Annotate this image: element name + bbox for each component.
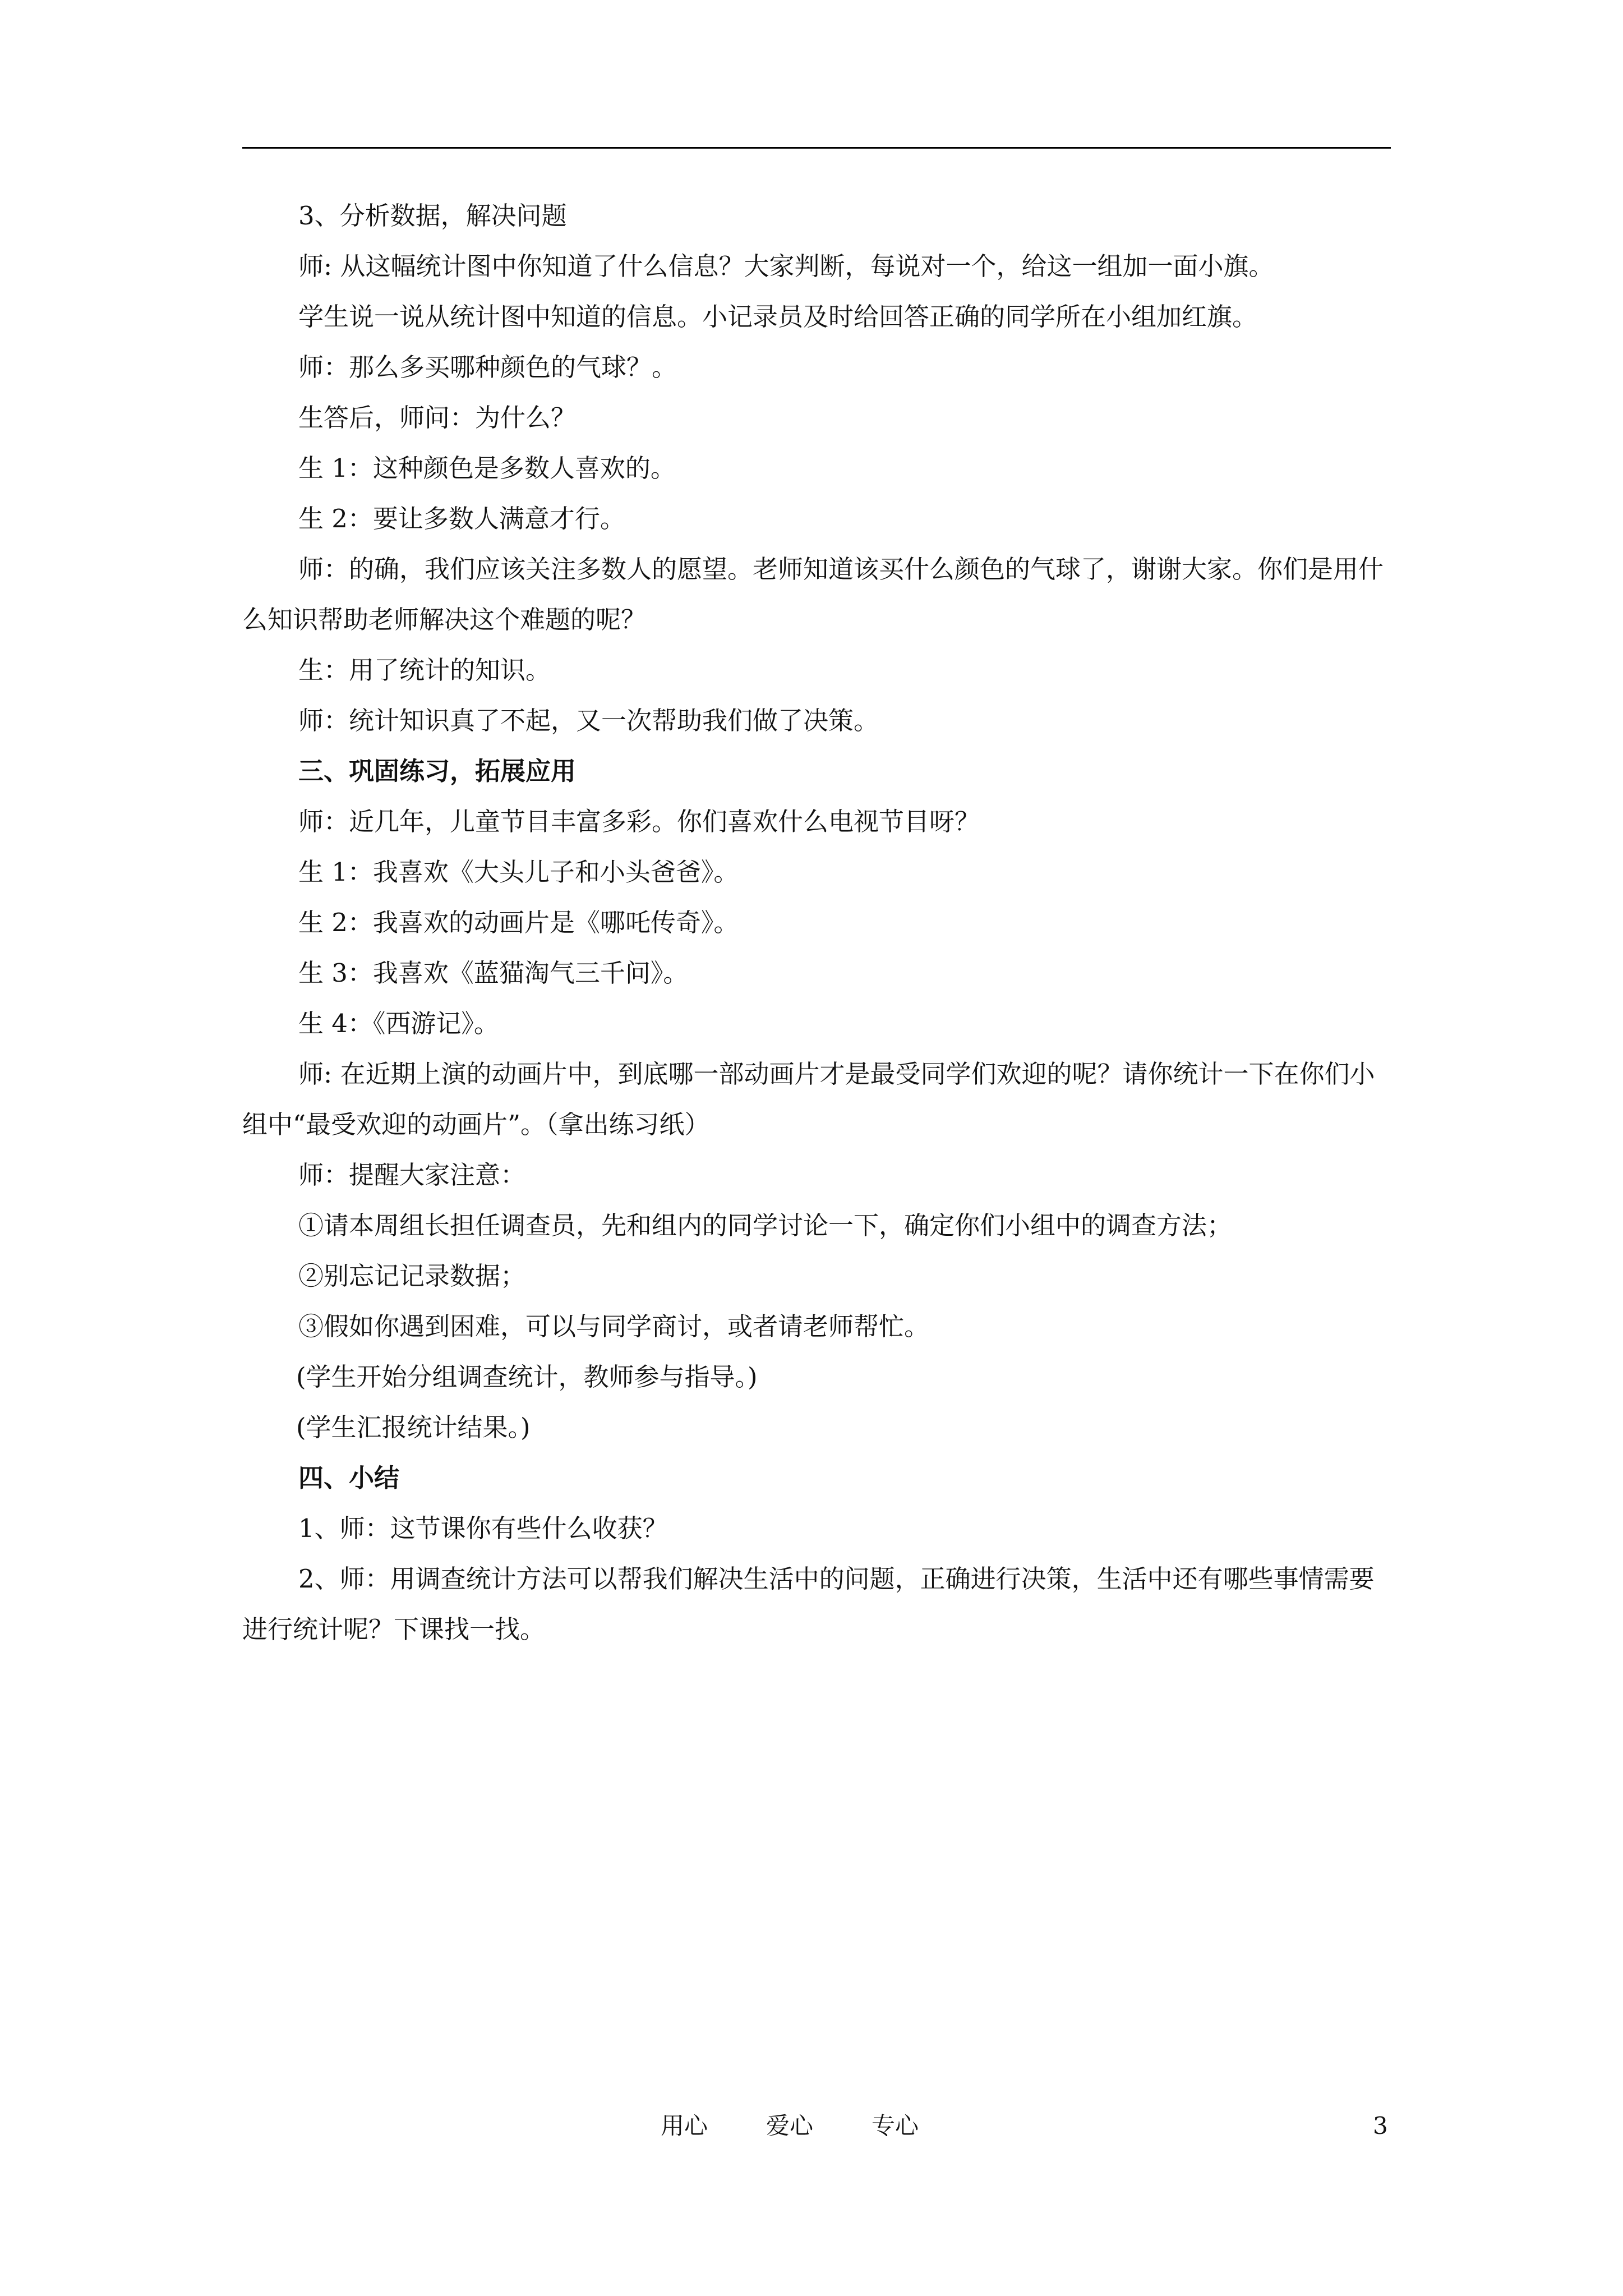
footer-motto-word: 专心 <box>872 2112 919 2139</box>
paragraph: 师：近几年，儿童节目丰富多彩。你们喜欢什么电视节目呀？ <box>298 807 980 836</box>
page-footer <box>0 2109 1623 2143</box>
document-body <box>242 191 1391 1655</box>
stage-note: (学生汇报统计结果。) <box>296 1412 531 1442</box>
paragraph: 师：那么多买哪种颜色的气球？。 <box>298 352 677 382</box>
list-item: ①请本周组长担任调查员，先和组内的同学讨论一下，确定你们小组中的调查方法； <box>298 1211 1233 1240</box>
paragraph: 学生说一说从统计图中知道的信息。小记录员及时给回答正确的同学所在小组加红旗。 <box>298 302 1258 332</box>
section-heading: 三、巩固练习，拓展应用 <box>298 756 577 786</box>
page-number: 3 <box>1373 2112 1388 2139</box>
paragraph: 生答后，师问：为什么？ <box>298 403 577 432</box>
paragraph: 3、分析数据，解决问题 <box>298 201 567 231</box>
paragraph: 师：统计知识真了不起，又一次帮助我们做了决策。 <box>298 706 879 735</box>
footer-motto <box>661 2109 919 2143</box>
paragraph: 生 3：我喜欢《蓝猫淘气三千问》。 <box>298 958 689 988</box>
paragraph: 1、师：这节课你有些什么收获？ <box>298 1513 668 1543</box>
paragraph: 生：用了统计的知识。 <box>298 655 551 685</box>
paragraph: 生 2：我喜欢的动画片是《哪吒传奇》。 <box>298 908 739 937</box>
paragraph: 师: 从这幅统计图中你知道了什么信息？大家判断，每说对一个，给这一组加一面小旗。 <box>298 251 1274 281</box>
paragraph: 师: 在近期上演的动画片中，到底哪一部动画片才是最受同学们欢迎的呢？请你统计一下在你们小组中“最受欢迎的动画片”。（拿出练习纸） <box>242 1059 1375 1139</box>
list-item: ②别忘记记录数据； <box>298 1261 526 1291</box>
header-rule <box>242 147 1391 149</box>
paragraph: 生 4：《西游记》。 <box>298 1009 499 1038</box>
section-heading: 四、小结 <box>298 1463 400 1493</box>
list-item: ③假如你遇到困难，可以与同学商讨，或者请老师帮忙。 <box>298 1312 930 1341</box>
paragraph: 师：的确，我们应该关注多数人的愿望。老师知道该买什么颜色的气球了，谢谢大家。你们是用什么知识帮助老师解决这个难题的呢？ <box>242 554 1384 634</box>
paragraph: 师：提醒大家注意： <box>298 1160 526 1190</box>
paragraph: 生 2：要让多数人满意才行。 <box>298 504 625 533</box>
stage-note: (学生开始分组调查统计，教师参与指导。) <box>296 1362 758 1392</box>
footer-motto-word: 爱心 <box>766 2112 814 2139</box>
paragraph: 生 1：这种颜色是多数人喜欢的。 <box>298 453 676 483</box>
paragraph: 生 1：我喜欢《大头儿子和小头爸爸》。 <box>298 857 739 887</box>
footer-motto-word: 用心 <box>661 2112 708 2139</box>
paragraph: 2、师：用调查统计方法可以帮我们解决生活中的问题，正确进行决策，生活中还有哪些事情需要进行统计呢？下课找一找。 <box>242 1564 1375 1644</box>
